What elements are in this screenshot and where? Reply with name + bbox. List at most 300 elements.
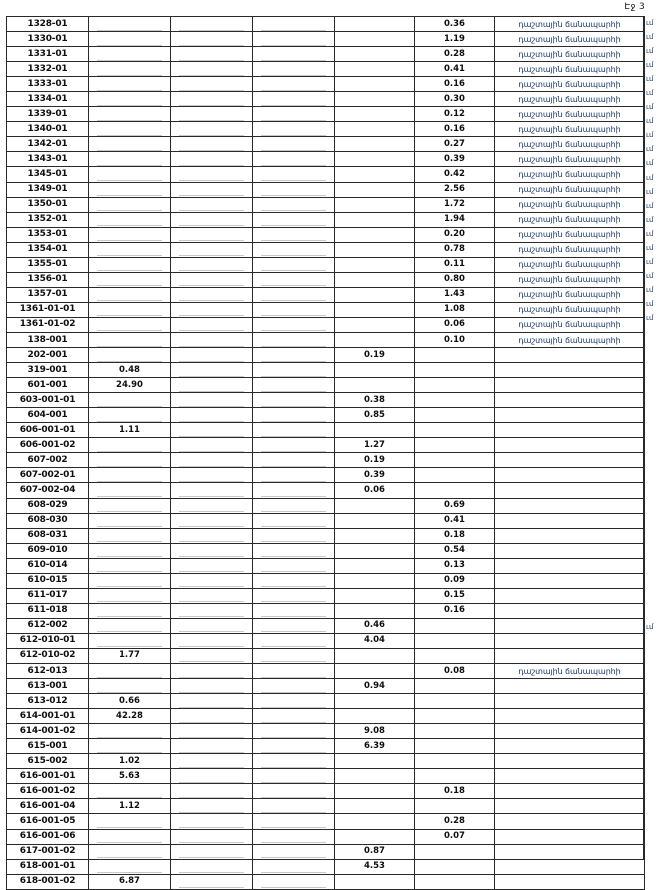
cell-col3 [253, 844, 335, 859]
cell-col3 [253, 754, 335, 769]
cell-col1 [89, 17, 171, 32]
cell-code: 1342-01 [7, 137, 89, 152]
cell-col4 [335, 272, 415, 287]
cell-note [495, 573, 645, 588]
cell-col4 [335, 182, 415, 197]
cell-note [495, 498, 645, 513]
cell-col4 [335, 694, 415, 709]
cell-col5 [415, 724, 495, 739]
cell-col3 [253, 317, 335, 332]
cell-col1 [89, 528, 171, 543]
cell-col1 [89, 498, 171, 513]
cell-code: 1332-01 [7, 62, 89, 77]
cell-col5 [415, 874, 495, 889]
cell-col5: 0.28 [415, 814, 495, 829]
cell-col2 [171, 814, 253, 829]
cell-col1 [89, 332, 171, 347]
tail-mark [645, 704, 659, 718]
table-row [7, 724, 645, 739]
cell-col4 [335, 769, 415, 784]
cell-code: 1333-01 [7, 77, 89, 92]
cell-code: 608-029 [7, 498, 89, 513]
cell-col4 [335, 92, 415, 107]
cell-col1 [89, 302, 171, 317]
table-row [7, 302, 645, 317]
cell-col4 [335, 302, 415, 317]
cell-code: 606-001-01 [7, 423, 89, 438]
table-row [7, 558, 645, 573]
cell-col1 [89, 814, 171, 829]
tail-mark: ւմ [646, 285, 654, 294]
tail-mark: ւմ [646, 61, 654, 70]
tail-mark [645, 395, 659, 409]
cell-col2 [171, 588, 253, 603]
table-row [7, 874, 645, 889]
cell-note: դաշտային ճանապարհի [495, 32, 645, 47]
cell-col2 [171, 799, 253, 814]
cell-col4: 4.04 [335, 633, 415, 648]
cell-note [495, 829, 645, 844]
cell-col5: 0.09 [415, 573, 495, 588]
cell-col4: 0.19 [335, 348, 415, 363]
cell-col4: 9.08 [335, 724, 415, 739]
cell-col3 [253, 302, 335, 317]
cell-col5: 0.20 [415, 227, 495, 242]
cell-col3 [253, 588, 335, 603]
cell-col2 [171, 332, 253, 347]
cell-col2 [171, 679, 253, 694]
cell-code: 1355-01 [7, 257, 89, 272]
cell-col1 [89, 784, 171, 799]
tail-mark [645, 760, 659, 774]
cell-note: դաշտային ճանապարհի [495, 242, 645, 257]
cell-col4: 1.27 [335, 438, 415, 453]
cell-col2 [171, 784, 253, 799]
tail-mark: ւմ [646, 215, 654, 224]
cell-col4 [335, 528, 415, 543]
cell-col5: 0.15 [415, 588, 495, 603]
cell-col1 [89, 603, 171, 618]
cell-col1 [89, 393, 171, 408]
cell-col5: 2.56 [415, 182, 495, 197]
cell-code: 616-001-02 [7, 784, 89, 799]
cell-col5: 1.94 [415, 212, 495, 227]
cell-col4: 0.46 [335, 618, 415, 633]
cell-col2 [171, 302, 253, 317]
cell-col3 [253, 483, 335, 498]
cell-col2 [171, 137, 253, 152]
cell-col5 [415, 363, 495, 378]
cell-col3 [253, 62, 335, 77]
cell-col5: 0.41 [415, 62, 495, 77]
cell-col2 [171, 77, 253, 92]
cell-col4 [335, 137, 415, 152]
cell-col3 [253, 17, 335, 32]
cell-code: 612-010-02 [7, 648, 89, 663]
page-number-label: Էջ 3 [624, 2, 645, 12]
cell-col4 [335, 212, 415, 227]
cell-col4: 0.85 [335, 408, 415, 423]
cell-code: 614-001-01 [7, 709, 89, 724]
cell-col2 [171, 543, 253, 558]
tail-mark: ւմ [646, 145, 654, 154]
cell-code: 616-001-01 [7, 769, 89, 784]
cell-col4 [335, 227, 415, 242]
cell-col2 [171, 197, 253, 212]
cell-col5: 0.10 [415, 332, 495, 347]
cell-col2 [171, 92, 253, 107]
cell-col4 [335, 664, 415, 679]
cell-note [495, 844, 645, 859]
cell-col1 [89, 438, 171, 453]
cell-col3 [253, 332, 335, 347]
table-row [7, 167, 645, 182]
cell-code: 608-030 [7, 513, 89, 528]
cell-col2 [171, 182, 253, 197]
cell-col5 [415, 348, 495, 363]
table-row [7, 92, 645, 107]
cell-note [495, 528, 645, 543]
cell-col4 [335, 62, 415, 77]
table-row [7, 498, 645, 513]
tail-mark [645, 690, 659, 704]
cell-col4 [335, 363, 415, 378]
cell-col2 [171, 317, 253, 332]
cell-col4 [335, 799, 415, 814]
cell-note [495, 453, 645, 468]
cell-col3 [253, 77, 335, 92]
cell-col5: 1.72 [415, 197, 495, 212]
cell-col4 [335, 242, 415, 257]
table-row [7, 137, 645, 152]
tail-mark: ւմ [646, 187, 654, 196]
cell-col5: 0.80 [415, 272, 495, 287]
cell-col4 [335, 573, 415, 588]
cell-col1 [89, 197, 171, 212]
table-row [7, 709, 645, 724]
tail-mark [645, 451, 659, 465]
cell-col1 [89, 829, 171, 844]
cell-col4 [335, 784, 415, 799]
cell-col5 [415, 769, 495, 784]
tail-mark: ւմ [646, 229, 654, 238]
cell-code: 1343-01 [7, 152, 89, 167]
table-row [7, 618, 645, 633]
cell-code: 1340-01 [7, 122, 89, 137]
cell-col1: 24.90 [89, 378, 171, 393]
tail-mark: ւմ [646, 131, 654, 140]
cell-code: 1353-01 [7, 227, 89, 242]
cell-note: դաշտային ճանապարհի [495, 92, 645, 107]
cell-note: դաշտային ճանապարհի [495, 77, 645, 92]
cell-code: 614-001-02 [7, 724, 89, 739]
land-parcel-table [6, 16, 645, 890]
cell-col4 [335, 814, 415, 829]
cell-col1: 0.48 [89, 363, 171, 378]
tail-mark [645, 339, 659, 353]
cell-col1 [89, 348, 171, 363]
cell-code: 617-001-02 [7, 844, 89, 859]
table-row [7, 122, 645, 137]
cell-col5: 0.28 [415, 47, 495, 62]
cell-col5: 0.07 [415, 829, 495, 844]
cell-code: 1357-01 [7, 287, 89, 302]
cell-code: 1339-01 [7, 107, 89, 122]
cell-note: դաշտային ճանապարհի [495, 137, 645, 152]
cell-code: 1349-01 [7, 182, 89, 197]
cell-col5 [415, 694, 495, 709]
tail-mark: ւմ [646, 159, 654, 168]
cell-col3 [253, 423, 335, 438]
cell-col4 [335, 77, 415, 92]
cell-col1 [89, 408, 171, 423]
cell-col3 [253, 453, 335, 468]
tail-mark: ւմ [646, 19, 654, 27]
table-row [7, 257, 645, 272]
cell-col3 [253, 242, 335, 257]
cell-code: 610-015 [7, 573, 89, 588]
cell-col5: 0.39 [415, 152, 495, 167]
table-row [7, 152, 645, 167]
cell-col2 [171, 739, 253, 754]
table-row [7, 272, 645, 287]
tail-mark [645, 381, 659, 395]
table-row [7, 694, 645, 709]
cell-code: 606-001-02 [7, 438, 89, 453]
cell-col4 [335, 32, 415, 47]
cell-col3 [253, 287, 335, 302]
table-row [7, 287, 645, 302]
cell-code: 604-001 [7, 408, 89, 423]
cell-col2 [171, 393, 253, 408]
cell-col1: 1.02 [89, 754, 171, 769]
table-row [7, 799, 645, 814]
cell-col5 [415, 468, 495, 483]
cell-note: դաշտային ճանապարհի [495, 227, 645, 242]
cell-col4 [335, 378, 415, 393]
cell-col3 [253, 528, 335, 543]
cell-code: 616-001-05 [7, 814, 89, 829]
cell-col3 [253, 709, 335, 724]
cell-col3 [253, 32, 335, 47]
cell-note [495, 709, 645, 724]
cell-code: 1350-01 [7, 197, 89, 212]
cell-col5 [415, 633, 495, 648]
tail-mark: ւմ [646, 257, 654, 266]
cell-code: 612-010-01 [7, 633, 89, 648]
cell-col2 [171, 453, 253, 468]
cell-code: 607-002-04 [7, 483, 89, 498]
cell-col5: 0.13 [415, 558, 495, 573]
cell-col1 [89, 62, 171, 77]
table-row [7, 212, 645, 227]
cell-note [495, 814, 645, 829]
cell-col3 [253, 648, 335, 663]
cell-col5 [415, 844, 495, 859]
cell-note: դաշտային ճանապարհի [495, 302, 645, 317]
tail-mark [645, 466, 659, 480]
cell-code: 616-001-04 [7, 799, 89, 814]
cell-col1: 5.63 [89, 769, 171, 784]
cell-col1 [89, 212, 171, 227]
table-row [7, 17, 645, 32]
table-row [7, 784, 645, 799]
cell-col5 [415, 378, 495, 393]
cell-col2 [171, 648, 253, 663]
cell-note [495, 754, 645, 769]
cell-col4 [335, 829, 415, 844]
cell-code: 601-001 [7, 378, 89, 393]
cell-col1: 6.87 [89, 874, 171, 889]
table-row [7, 829, 645, 844]
cell-col5: 1.43 [415, 287, 495, 302]
cell-col5 [415, 408, 495, 423]
cell-col4 [335, 317, 415, 332]
cell-col3 [253, 694, 335, 709]
cell-col3 [253, 543, 335, 558]
cell-col3 [253, 197, 335, 212]
cell-col3 [253, 513, 335, 528]
cell-code: 611-018 [7, 603, 89, 618]
tail-mark [645, 522, 659, 536]
cell-col3 [253, 468, 335, 483]
cell-col1 [89, 77, 171, 92]
table-body [7, 17, 645, 890]
cell-col5 [415, 453, 495, 468]
cell-note: դաշտային ճանապարհի [495, 17, 645, 32]
cell-col2 [171, 483, 253, 498]
cell-col5: 0.18 [415, 528, 495, 543]
cell-note [495, 348, 645, 363]
cell-col5: 0.30 [415, 92, 495, 107]
cell-col2 [171, 62, 253, 77]
cell-note: դաշտային ճանապարհի [495, 332, 645, 347]
cell-col4: 6.39 [335, 739, 415, 754]
table-row [7, 468, 645, 483]
cell-col4 [335, 287, 415, 302]
tail-mark [645, 353, 659, 367]
cell-col1 [89, 242, 171, 257]
tail-mark [645, 634, 659, 648]
table-row [7, 648, 645, 663]
cell-col1 [89, 272, 171, 287]
cell-col2 [171, 558, 253, 573]
cell-col5 [415, 438, 495, 453]
cell-col3 [253, 212, 335, 227]
cell-note [495, 739, 645, 754]
cell-col4 [335, 122, 415, 137]
cell-note: դաշտային ճանապարհի [495, 62, 645, 77]
cell-col1: 1.77 [89, 648, 171, 663]
cell-col1 [89, 468, 171, 483]
cell-col3 [253, 107, 335, 122]
cell-col2 [171, 378, 253, 393]
cell-col1 [89, 152, 171, 167]
tail-mark: ւմ [646, 623, 654, 632]
cell-note [495, 694, 645, 709]
cell-code: 612-013 [7, 664, 89, 679]
cell-col3 [253, 814, 335, 829]
cell-col2 [171, 573, 253, 588]
cell-col4 [335, 543, 415, 558]
cell-col3 [253, 769, 335, 784]
table-row [7, 348, 645, 363]
cell-col2 [171, 272, 253, 287]
tail-mark [645, 718, 659, 732]
cell-col3 [253, 739, 335, 754]
cell-col4: 0.06 [335, 483, 415, 498]
tail-mark [645, 564, 659, 578]
cell-col2 [171, 769, 253, 784]
table-row [7, 182, 645, 197]
cell-note: դաշտային ճանապարհի [495, 664, 645, 679]
table-row [7, 483, 645, 498]
cell-col5 [415, 739, 495, 754]
tail-mark: ւմ [646, 299, 654, 308]
table-row [7, 47, 645, 62]
table-row [7, 844, 645, 859]
cell-col1 [89, 724, 171, 739]
tail-mark: ւմ [646, 117, 654, 126]
cell-col1 [89, 92, 171, 107]
cell-code: 319-001 [7, 363, 89, 378]
cell-col5: 0.08 [415, 664, 495, 679]
cell-col3 [253, 573, 335, 588]
tail-mark [645, 817, 659, 831]
cell-col5: 0.06 [415, 317, 495, 332]
cell-note: դաշտային ճանապարհի [495, 167, 645, 182]
table-row [7, 77, 645, 92]
cell-note [495, 618, 645, 633]
cell-code: 613-001 [7, 679, 89, 694]
cell-col2 [171, 423, 253, 438]
cell-col1 [89, 137, 171, 152]
cell-col1 [89, 107, 171, 122]
cell-col3 [253, 724, 335, 739]
cell-col5 [415, 423, 495, 438]
cell-col5 [415, 393, 495, 408]
cell-col2 [171, 167, 253, 182]
cell-col2 [171, 603, 253, 618]
cell-note [495, 378, 645, 393]
tail-mark [645, 803, 659, 817]
cell-col4: 0.87 [335, 844, 415, 859]
tail-mark [645, 676, 659, 690]
cell-col2 [171, 363, 253, 378]
table-row [7, 107, 645, 122]
table-row [7, 378, 645, 393]
cell-code: 610-014 [7, 558, 89, 573]
table-row [7, 603, 645, 618]
cell-col3 [253, 92, 335, 107]
cell-col4 [335, 709, 415, 724]
cell-col3 [253, 799, 335, 814]
cell-col3 [253, 257, 335, 272]
cell-col1 [89, 513, 171, 528]
tail-mark [645, 746, 659, 760]
cell-col2 [171, 664, 253, 679]
cell-col5: 0.69 [415, 498, 495, 513]
cell-col1 [89, 227, 171, 242]
cell-col4: 0.94 [335, 679, 415, 694]
table-row [7, 754, 645, 769]
tail-mark [645, 550, 659, 564]
cell-code: 608-031 [7, 528, 89, 543]
cell-note: դաշտային ճանապարհի [495, 122, 645, 137]
cell-col4 [335, 423, 415, 438]
cell-note [495, 438, 645, 453]
cell-note [495, 588, 645, 603]
